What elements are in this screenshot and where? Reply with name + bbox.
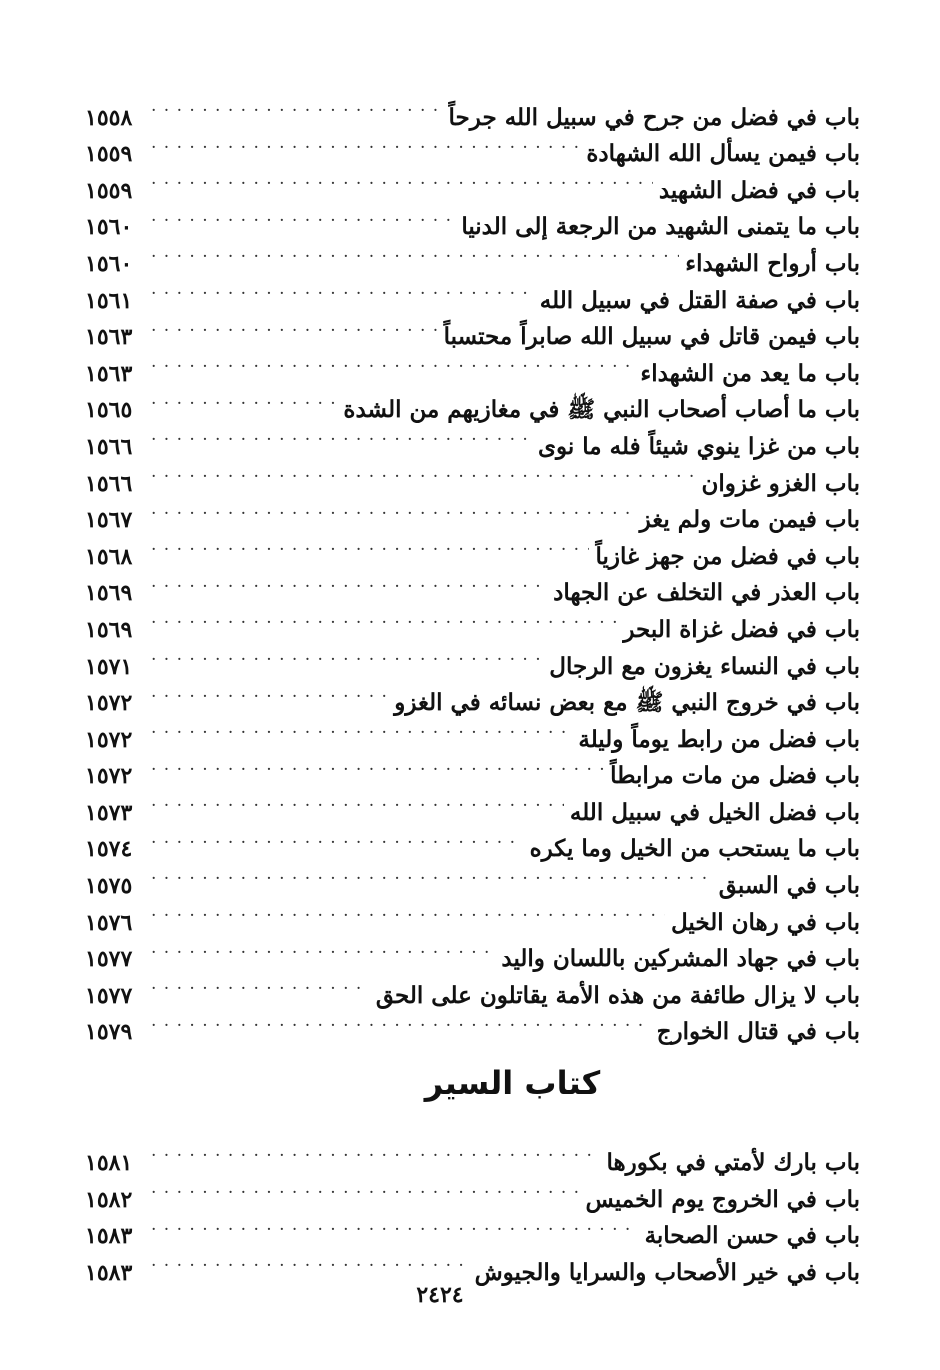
toc-entry-title: باب ما يستحب من الخيل وما يكره <box>529 835 860 863</box>
toc-entry-page-number: ١٥٨٣ <box>85 1259 133 1286</box>
toc-entry-page-number: ١٥٦٣ <box>85 324 133 351</box>
toc-entry-title: باب في رهان الخيل <box>671 908 860 936</box>
dot-leader <box>151 1170 580 1207</box>
toc-entry-page-number: ١٥٦٥ <box>85 397 133 424</box>
toc-entry-page-number: ١٥٧٧ <box>85 982 133 1009</box>
dot-leader <box>151 454 696 491</box>
toc-entry-title: باب ما يتمنى الشهيد من الرجعة إلى الدنيا <box>461 213 860 241</box>
dot-leader <box>151 1003 651 1040</box>
toc-entry-title: باب فيمن مات ولم يغز <box>639 506 860 534</box>
toc-entry-title: باب لا يزال طائفة من هذه الأمة يقاتلون على الحق <box>375 981 860 1009</box>
toc-entry-title: باب أرواح الشهداء <box>685 249 860 277</box>
table-of-contents-page <box>85 88 860 1286</box>
toc-entry-title: باب في قتال الخوارج <box>656 1018 860 1046</box>
dot-leader <box>151 198 455 235</box>
dot-leader <box>151 710 572 747</box>
toc-entry-page-number: ١٥٧٩ <box>85 1019 133 1046</box>
dot-leader <box>151 930 495 967</box>
toc-entry-title: باب في فضل الشهيد <box>658 176 860 204</box>
toc-entry-title: باب العذر في التخلف عن الجهاد <box>553 579 860 607</box>
dot-leader <box>151 856 713 893</box>
toc-list-part-2 <box>85 1133 860 1286</box>
dot-leader <box>151 161 653 198</box>
toc-entry <box>85 1133 860 1177</box>
dot-leader <box>151 893 665 930</box>
toc-entry-page-number: ١٥٦٣ <box>85 360 133 387</box>
toc-entry-title: باب ما أصاب أصحاب النبي ﷺ في مغازيهم من الشدة <box>343 396 860 424</box>
toc-entry-title: باب في خروج النبي ﷺ مع بعض نسائه في الغزو <box>394 689 860 717</box>
toc-entry-page-number: ١٥٦٩ <box>85 616 133 643</box>
toc-entry-title: باب في جهاد المشركين باللسان واليد <box>501 945 860 973</box>
toc-entry-page-number: ١٥٧٥ <box>85 873 133 900</box>
toc-entry-title: باب في النساء يغزون مع الرجال <box>549 652 860 680</box>
toc-entry-page-number: ١٥٥٨ <box>85 104 133 131</box>
toc-entry-title: باب فضل من رابط يوماً وليلة <box>578 725 860 753</box>
toc-entry <box>85 88 860 131</box>
toc-entry-title: باب فيمن قاتل في سبيل الله صابراً محتسباً <box>443 323 860 351</box>
toc-entry-title: باب في الخروج يوم الخميس <box>585 1185 860 1213</box>
toc-entry-title: باب الغزو غزوان <box>701 469 860 497</box>
dot-leader <box>151 747 604 784</box>
dot-leader <box>151 234 679 271</box>
toc-entry-page-number: ١٥٨٣ <box>85 1223 133 1250</box>
toc-entry-title: باب في فضل من جهز غازياً <box>595 542 860 570</box>
dot-leader <box>151 1133 600 1170</box>
dot-leader <box>151 674 388 711</box>
dot-leader <box>151 966 370 1003</box>
toc-entry-page-number: ١٥٧٢ <box>85 726 133 753</box>
dot-leader <box>151 125 580 162</box>
toc-entry-title: باب في فضل غزاة البحر <box>623 615 860 643</box>
toc-entry-page-number: ١٥٦٠ <box>85 214 133 241</box>
toc-entry-page-number: ١٥٥٩ <box>85 141 133 168</box>
dot-leader <box>151 564 547 601</box>
toc-entry-title: باب بارك لأمتي في بكورها <box>606 1149 860 1177</box>
dot-leader <box>151 1207 639 1244</box>
toc-entry-title: باب ما يعد من الشهداء <box>640 359 860 387</box>
toc-entry-page-number: ١٥٦٧ <box>85 507 133 534</box>
toc-entry-page-number: ١٥٧١ <box>85 653 133 680</box>
toc-entry-page-number: ١٥٦٠ <box>85 250 133 277</box>
toc-list-part-1 <box>85 88 860 1046</box>
dot-leader <box>151 637 543 674</box>
toc-entry-page-number: ١٥٧٦ <box>85 909 133 936</box>
toc-entry-page-number: ١٥٧٤ <box>85 836 133 863</box>
dot-leader <box>151 308 438 345</box>
toc-entry-page-number: ١٥٧٢ <box>85 763 133 790</box>
toc-entry-page-number: ١٥٨٢ <box>85 1186 133 1213</box>
dot-leader <box>151 783 564 820</box>
toc-entry-title: باب في خير الأصحاب والسرايا والجيوش <box>474 1258 860 1286</box>
dot-leader <box>151 491 634 528</box>
toc-entry-title: باب من غزا ينوي شيئاً فله ما نوى <box>538 432 860 460</box>
dot-leader <box>151 88 443 125</box>
footer-page-number: ٢٤٢٤ <box>416 1282 464 1308</box>
toc-entry-page-number: ١٥٦٦ <box>85 470 133 497</box>
dot-leader <box>151 1243 469 1280</box>
toc-entry-page-number: ١٥٦١ <box>85 287 133 314</box>
section-heading: كتاب السير <box>424 1064 601 1103</box>
toc-entry-title: باب فضل الخيل في سبيل الله <box>569 798 860 826</box>
toc-entry-title: باب في حسن الصحابة <box>644 1222 860 1250</box>
toc-entry-title: باب في صفة القتل في سبيل الله <box>539 286 860 314</box>
dot-leader <box>151 417 532 454</box>
toc-entry-page-number: ١٥٧٣ <box>85 799 133 826</box>
toc-entry-page-number: ١٥٥٩ <box>85 177 133 204</box>
toc-entry-page-number: ١٥٦٦ <box>85 433 133 460</box>
dot-leader <box>151 600 617 637</box>
dot-leader <box>151 271 534 308</box>
toc-entry-page-number: ١٥٦٨ <box>85 543 133 570</box>
dot-leader <box>151 820 524 857</box>
dot-leader <box>151 527 589 564</box>
toc-entry-title: باب في السبق <box>718 872 860 900</box>
toc-entry-page-number: ١٥٨١ <box>85 1150 133 1177</box>
dot-leader <box>151 381 337 418</box>
toc-entry-title: باب فضل من مات مرابطاً <box>610 762 860 790</box>
toc-entry-title: باب في فضل من جرح في سبيل الله جرحاً <box>448 103 860 131</box>
toc-entry-page-number: ١٥٦٩ <box>85 580 133 607</box>
toc-entry-page-number: ١٥٧٢ <box>85 690 133 717</box>
toc-entry-title: باب فيمن يسأل الله الشهادة <box>586 140 860 168</box>
toc-entry-page-number: ١٥٧٧ <box>85 946 133 973</box>
dot-leader <box>151 344 634 381</box>
